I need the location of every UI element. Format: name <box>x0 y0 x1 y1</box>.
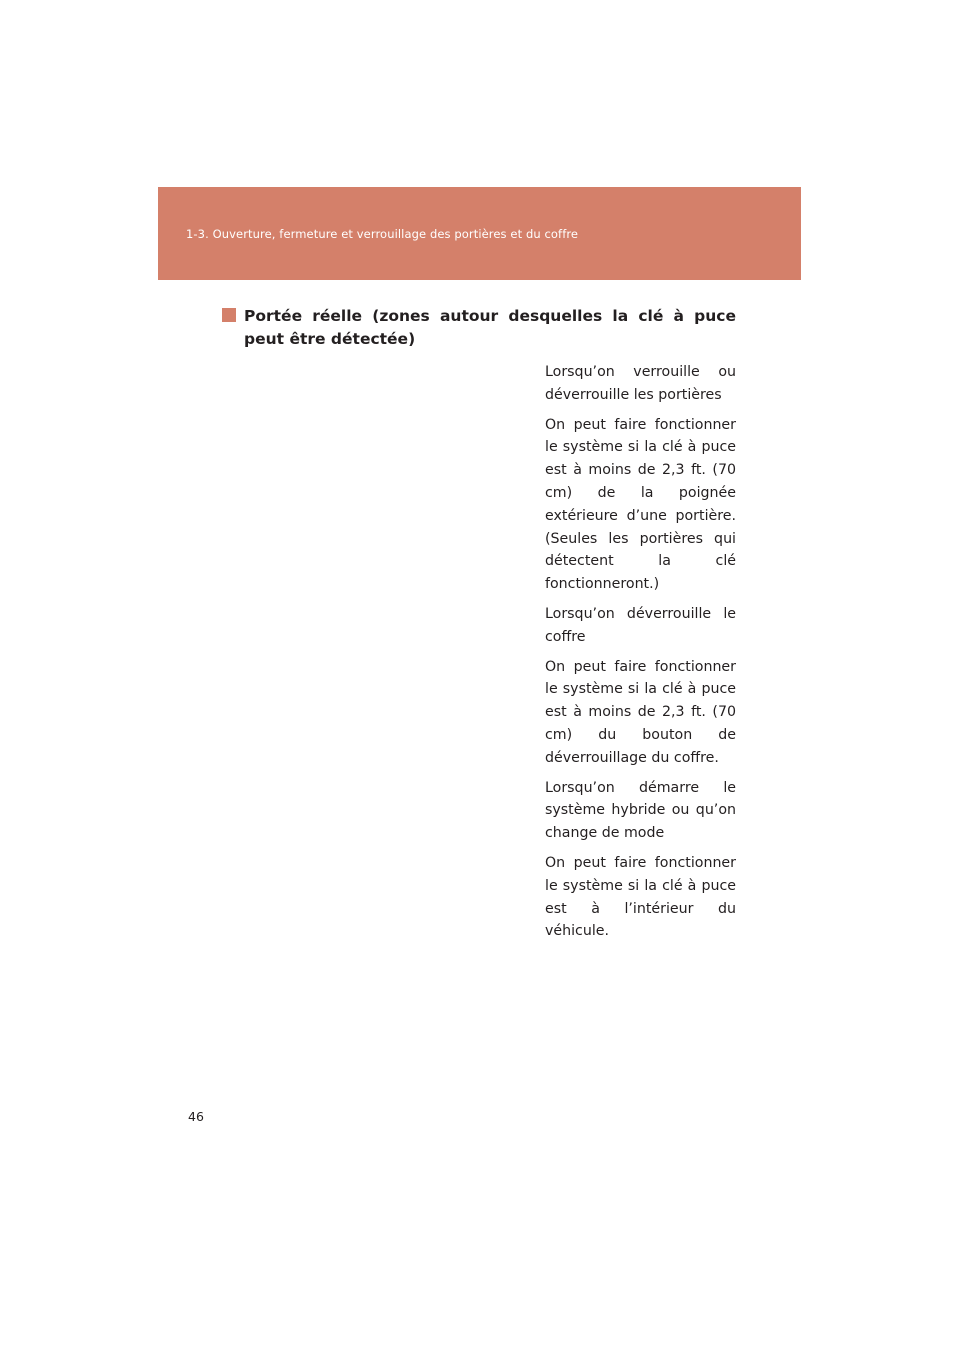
item-description-hybrid-system: On peut faire fonctionner le système si la clé à puce est à l’intérieur du véhicule. <box>545 854 736 940</box>
item-description-doors: On peut faire fonctionner le système si la clé à puce est à moins de 2,3 ft. (70 cm) de la poignée extérieure d’une portière. (Seules les portières qui détectent la clé fonctionneront.) <box>545 416 736 593</box>
page-number: 46 <box>188 1109 204 1124</box>
section-heading-text: Portée réelle (zones autour desquelles la clé à puce peut être détectée) <box>244 307 736 348</box>
item-title-trunk: Lorsqu’on déverrouille le coffre <box>545 605 736 645</box>
item-title-hybrid-system: Lorsqu’on démarre le système hybride ou qu’on change de mode <box>545 779 736 842</box>
range-description-column <box>545 361 736 950</box>
section-header-title: 1-3. Ouverture, fermeture et verrouillage des portières et du coffre <box>186 227 579 241</box>
section-heading <box>222 305 736 351</box>
item-description-trunk: On peut faire fonctionner le système si la clé à puce est à moins de 2,3 ft. (70 cm) du bouton de déverrouillage du coffre. <box>545 658 736 766</box>
section-header-band <box>158 187 801 280</box>
square-bullet-icon <box>222 308 236 322</box>
item-title-doors: Lorsqu’on verrouille ou déverrouille les portières <box>545 364 736 403</box>
